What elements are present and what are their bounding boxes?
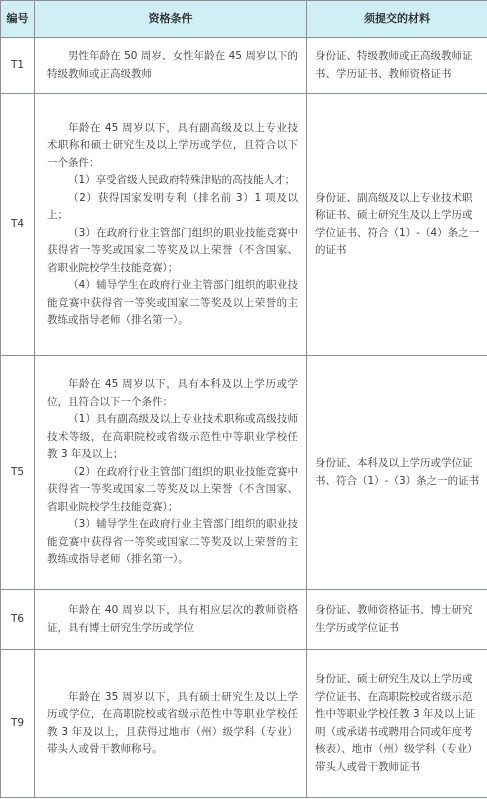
- materials-cell: 身份证、副高级及以上专业技术职称证书、硕士研究生及以上学历或学位证书、符合（1）-（4）条之一的证书: [307, 94, 487, 356]
- condition-item: （3）在政府行业主管部门组织的职业技能竞赛中获得省一等奖或国家二等奖及以上荣誉（不含国家、省职业院校学生技能竞赛）；: [47, 226, 298, 274]
- row-id: T4: [1, 94, 35, 356]
- condition-cell: [35, 356, 307, 590]
- condition-item: （3）辅导学生在政府行业主管部门组织的职业技能竞赛中获得省一等奖或国家二等奖及以上荣誉的主教练或指导老师（排名第一）。: [47, 518, 298, 566]
- row-id: T1: [1, 38, 35, 94]
- header-condition: 资格条件: [35, 1, 307, 38]
- materials-cell: 身份证、本科及以上学历或学位证书、符合（1）-（3）条之一的证书: [307, 356, 487, 590]
- condition-intro: 年龄在 40 周岁以下，具有相应层次的教师资格证，具有博士研究生学历或学位: [47, 604, 298, 634]
- materials-cell: 身份证、教师资格证书、博士研究生学历或学位证书: [307, 590, 487, 650]
- materials-cell: 身份证、硕士研究生及以上学历或学位证书、在高职院校或省级示范性中等职业学校任教 3 年及以上证明（或承诺书或聘用合同或年度考核表）、地市（州）级学科（专业）带头人或骨干教师证书: [307, 650, 487, 798]
- condition-cell: [35, 38, 307, 94]
- condition-item: （1）享受省级人民政府特殊津贴的高技能人才；: [68, 174, 296, 186]
- condition-item: （2）获得国家发明专利（排名前 3）1 项及以上；: [47, 191, 298, 221]
- condition-item: （1）具有副高级及以上专业技术职称或高级技师技术等级，在高职院校或省级示范性中等职业学校任教 3 年及以上；: [47, 413, 298, 461]
- table-row-t4: [1, 94, 487, 356]
- row-id: T9: [1, 650, 35, 798]
- condition-cell: [35, 94, 307, 356]
- condition-item: （2）在政府行业主管部门组织的职业技能竞赛中获得省一等奖或国家二等奖及以上荣誉（不含国家、省职业院校学生技能竞赛）；: [47, 465, 298, 513]
- table-row-t1: [1, 38, 487, 94]
- table-row-t6: [1, 590, 487, 650]
- condition-intro: 年龄在 45 周岁以下，具有本科及以上学历或学位，且符合以下一个条件：: [47, 378, 298, 408]
- condition-item: （4）辅导学生在政府行业主管部门组织的职业技能竞赛中获得省一等奖或国家二等奖及以上荣誉的主教练或指导老师（排名第一）。: [47, 279, 298, 326]
- table-row-t9: [1, 650, 487, 798]
- condition-intro: 男性年龄在 50 周岁、女性年龄在 45 周岁以下的特级教师或正高级教师: [47, 50, 298, 80]
- condition-intro: 年龄在 45 周岁以下，具有副高级及以上专业技术职称和硕士研究生及以上学历或学位，且符合以下一个条件：: [47, 121, 298, 169]
- condition-cell: [35, 590, 307, 650]
- condition-intro: 年龄在 35 周岁以下，具有硕士研究生及以上学历或学位，在高职院校或省级示范性中等职业学校任教 3 年及以上，且获得过地市（州）级学科（专业）带头人或骨干教师称号。: [47, 690, 298, 755]
- row-id: T5: [1, 356, 35, 590]
- header-materials: 须提交的材料: [307, 1, 487, 38]
- table-row-t5: [1, 356, 487, 590]
- header-id: 编号: [1, 1, 35, 38]
- header-row: [1, 1, 487, 38]
- materials-cell: 身份证、特级教师或正高级教师证书、学历证书、教师资格证书: [307, 38, 487, 94]
- row-id: T6: [1, 590, 35, 650]
- condition-cell: [35, 650, 307, 798]
